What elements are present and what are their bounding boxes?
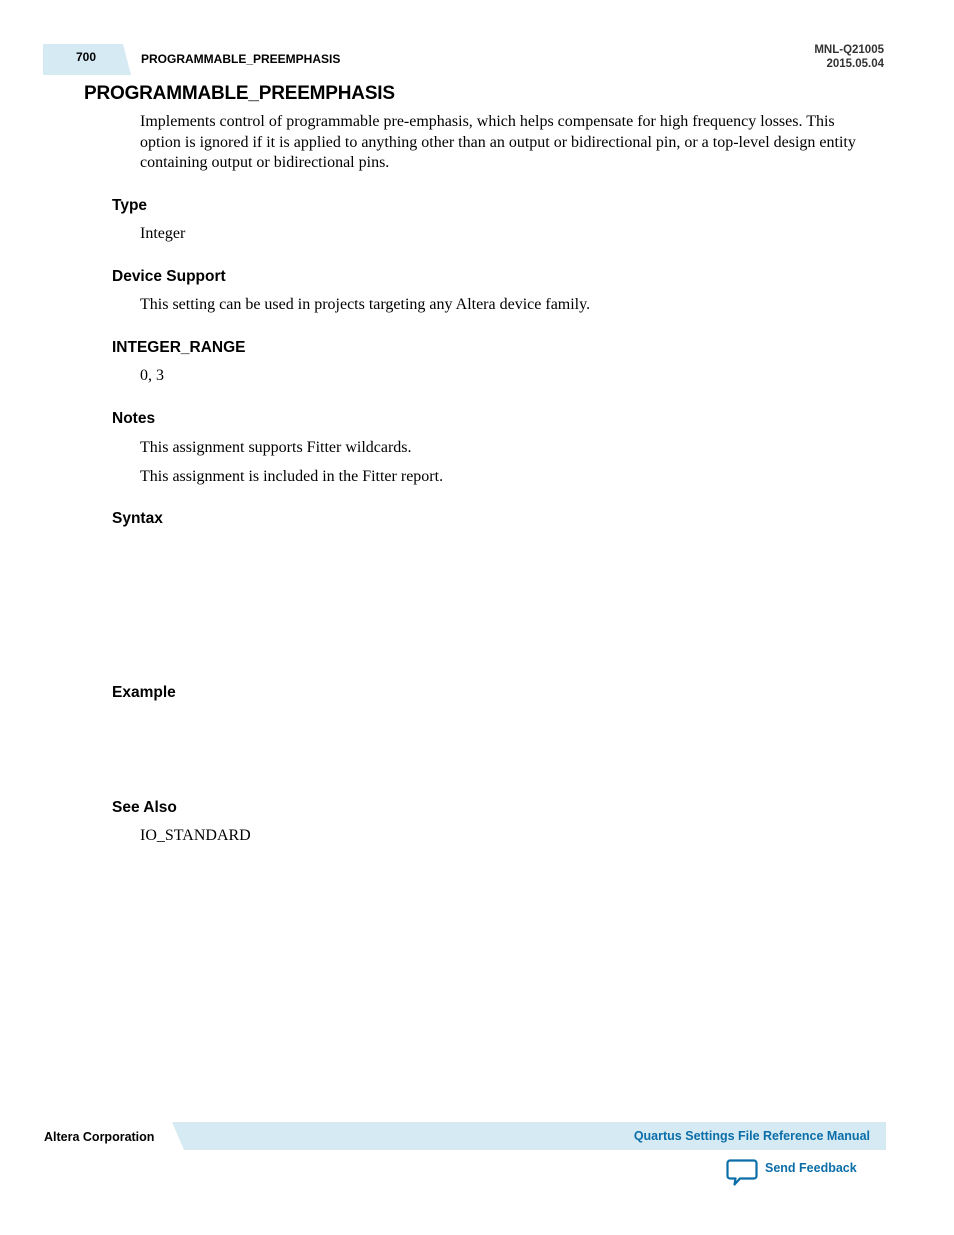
see-also-heading: See Also [112, 799, 177, 816]
page-title: PROGRAMMABLE_PREEMPHASIS [84, 83, 395, 104]
see-also-link[interactable]: IO_STANDARD [140, 827, 251, 844]
running-title: PROGRAMMABLE_PREEMPHASIS [141, 52, 341, 66]
manual-title-link[interactable]: Quartus Settings File Reference Manual [633, 1129, 870, 1143]
page-number: 700 [75, 50, 97, 64]
footer-company: Altera Corporation [44, 1130, 155, 1144]
type-heading: Type [112, 197, 148, 214]
integer-range-heading: INTEGER_RANGE [112, 339, 246, 356]
syntax-heading: Syntax [112, 510, 163, 527]
device-support-heading: Device Support [112, 268, 226, 285]
note-item: This assignment supports Fitter wildcards. [140, 439, 412, 456]
send-feedback-label: Send Feedback [765, 1161, 857, 1175]
send-feedback-link[interactable] [726, 1158, 857, 1188]
description: Implements control of programmable pre-emphasis, which helps compensate for high frequency losses. This option is ignored if it is applied to anything other than an output or bidirectional pin, or a top-level design entity containing output or bidirectional pins. [140, 113, 856, 171]
type-value: Integer [140, 225, 186, 242]
note-item: This assignment is included in the Fitter report. [140, 468, 444, 485]
doc-id: MNL-Q21005 [814, 44, 884, 56]
notes-heading: Notes [112, 410, 156, 427]
example-heading: Example [112, 684, 176, 701]
doc-meta [814, 43, 884, 71]
device-support-text: This setting can be used in projects targeting any Altera device family. [140, 296, 591, 313]
integer-range-value: 0, 3 [140, 367, 164, 384]
speech-bubble-icon [726, 1158, 758, 1188]
doc-date: 2015.05.04 [826, 58, 884, 70]
